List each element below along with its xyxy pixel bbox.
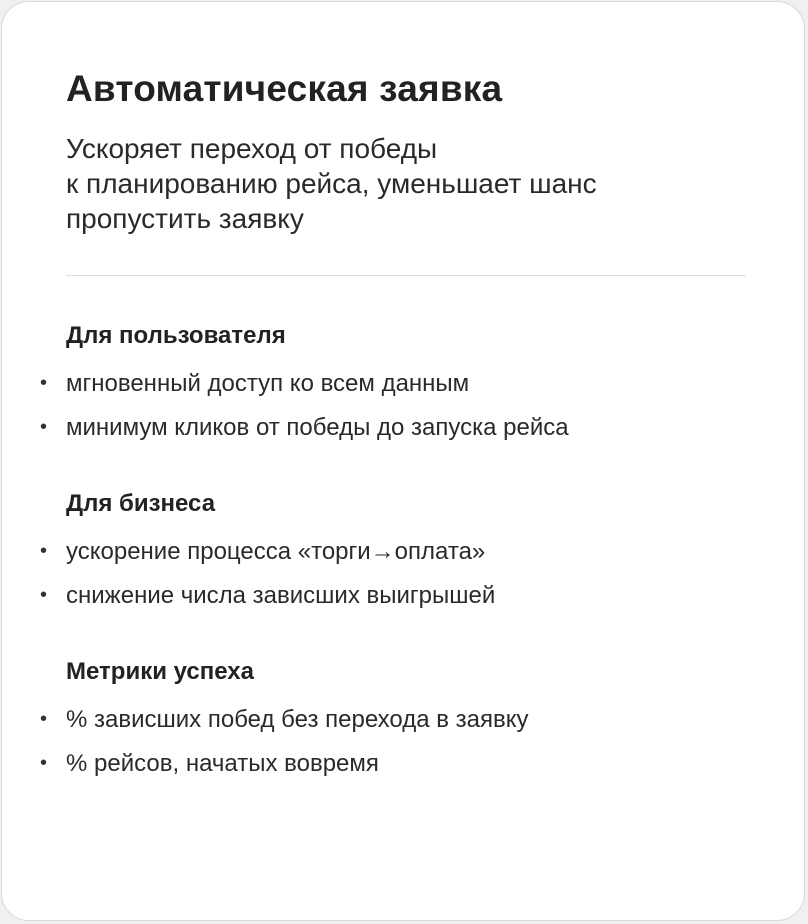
list-item: % рейсов, начатых вовремя bbox=[66, 750, 379, 777]
bullet-icon: • bbox=[40, 540, 48, 562]
list-item: ускорение процесса «торги→оплата» bbox=[66, 538, 486, 565]
bullet-icon: • bbox=[40, 584, 48, 606]
bullet-icon: • bbox=[40, 416, 48, 438]
section-heading-business: Для бизнеса bbox=[66, 490, 216, 517]
divider bbox=[66, 275, 746, 276]
section-heading-metrics: Метрики успеха bbox=[66, 658, 254, 685]
list-item: минимум кликов от победы до запуска рейса bbox=[66, 414, 569, 441]
list-item: % зависших побед без перехода в заявку bbox=[66, 706, 529, 733]
bullet-icon: • bbox=[40, 372, 48, 394]
bullet-icon: • bbox=[40, 752, 48, 774]
info-card bbox=[1, 1, 805, 921]
subtitle-line: Ускоряет переход от победы bbox=[66, 133, 438, 164]
section-heading-user: Для пользователя bbox=[66, 322, 286, 349]
list-item: мгновенный доступ ко всем данным bbox=[66, 370, 470, 397]
subtitle-line: пропустить заявку bbox=[66, 203, 304, 234]
bullet-icon: • bbox=[40, 708, 48, 730]
subtitle-line: к планированию рейса, уменьшает шанс bbox=[66, 168, 597, 199]
card-subtitle bbox=[66, 131, 746, 236]
card-title: Автоматическая заявка bbox=[66, 68, 503, 109]
list-item: снижение числа зависших выигрышей bbox=[66, 582, 496, 609]
